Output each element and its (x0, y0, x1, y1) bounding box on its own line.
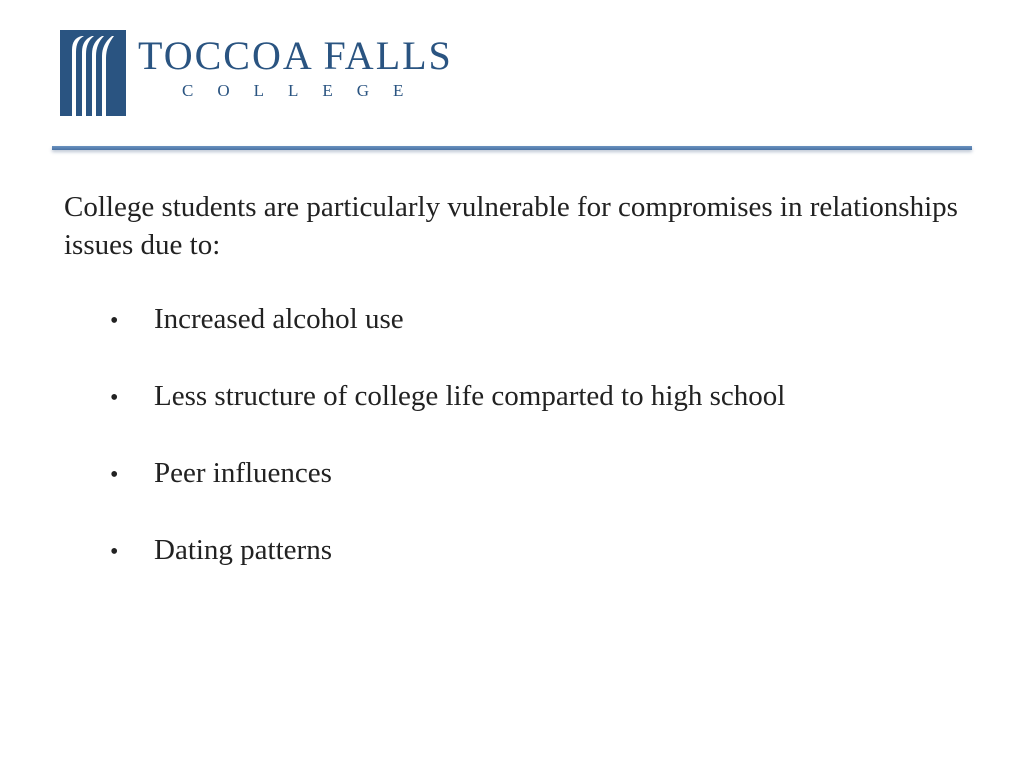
logo-subtitle: COLLEGE (182, 81, 428, 100)
list-item (110, 377, 785, 417)
list-item (110, 531, 785, 571)
logo-name: TOCCOA FALLS (138, 33, 453, 78)
bullet-text: Less structure of college life comparted to high school (154, 380, 786, 412)
list-item (110, 454, 785, 494)
bullet-list (110, 300, 785, 608)
bullet-text: Increased alcohol use (154, 303, 404, 335)
bullet-icon: • (110, 385, 119, 411)
bullet-text: Dating patterns (154, 534, 332, 566)
waterfall-stripes-icon (60, 30, 126, 116)
list-item (110, 300, 785, 340)
bullet-icon: • (110, 462, 119, 488)
bullet-icon: • (110, 539, 119, 565)
bullet-text: Peer influences (154, 457, 332, 489)
intro-text: College students are particularly vulnerable for compromises in relationships issues due to: (64, 191, 958, 261)
bullet-icon: • (110, 308, 119, 334)
college-logo (60, 28, 480, 118)
header-divider (52, 146, 972, 150)
